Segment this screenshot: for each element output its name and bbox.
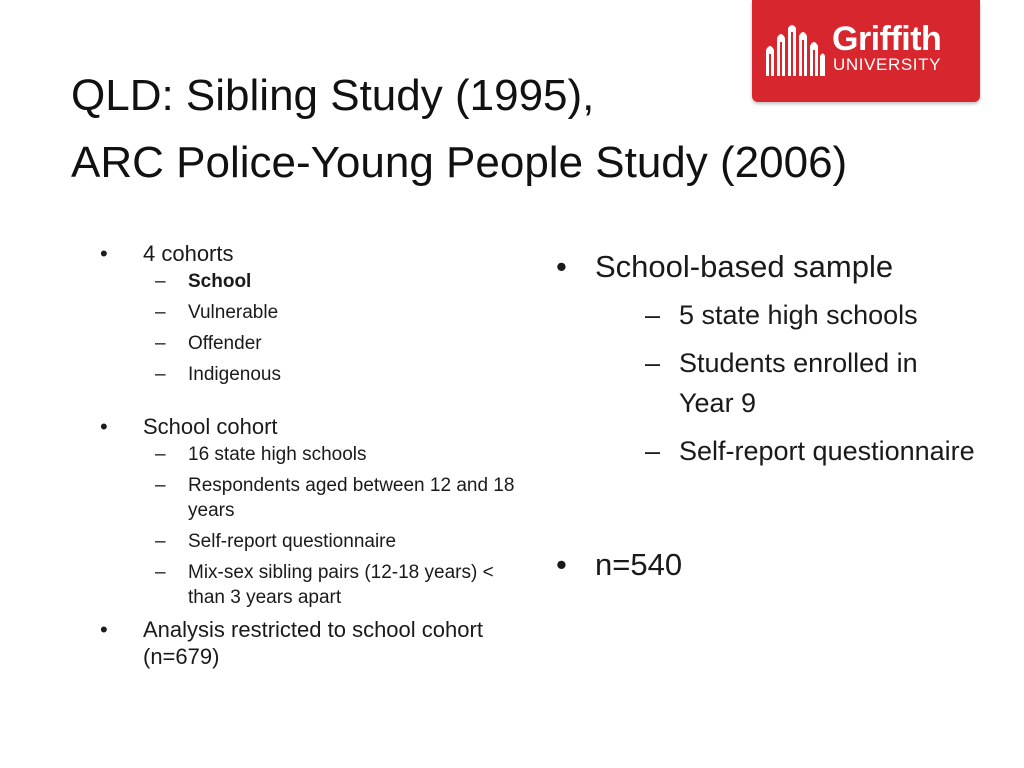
bullet-dot: • bbox=[556, 249, 567, 284]
list-item: – Self-report questionnaire bbox=[155, 531, 397, 552]
logo-name: Griffith bbox=[832, 20, 942, 58]
list-item: – Self-report questionnaire bbox=[645, 436, 975, 466]
school-cohort-list bbox=[143, 442, 520, 610]
bullet-label: School-based sample bbox=[595, 249, 894, 284]
bullet-dot: • bbox=[100, 617, 108, 642]
bullet-label: School cohort bbox=[143, 414, 278, 439]
list-item: – Mix-sex sibling pairs (12-18 years) < than 3 years apart bbox=[155, 562, 494, 608]
bullet-dot: • bbox=[556, 547, 567, 582]
bullet-dot: • bbox=[100, 414, 108, 439]
list-item: – Indigenous bbox=[155, 364, 281, 385]
bullet-label: Analysis restricted to school cohort (n=679) bbox=[143, 617, 483, 669]
list-item: – Respondents aged between 12 and 18 years bbox=[155, 475, 515, 521]
slide-title bbox=[71, 62, 951, 196]
cohort-list bbox=[143, 269, 520, 387]
bullet-cohorts bbox=[100, 240, 520, 387]
title-line-1: QLD: Sibling Study (1995), bbox=[71, 71, 595, 120]
bullet-label: 4 cohorts bbox=[143, 241, 234, 266]
right-column bbox=[556, 247, 976, 585]
list-item: – Vulnerable bbox=[155, 302, 279, 323]
logo-subtitle: UNIVERSITY bbox=[833, 55, 942, 74]
list-item: – Offender bbox=[155, 333, 262, 354]
list-item: – School bbox=[155, 271, 252, 292]
bullet-dot: • bbox=[100, 241, 108, 266]
bullet-analysis bbox=[100, 616, 520, 670]
bullet-school-cohort bbox=[100, 413, 520, 610]
list-item: – Students enrolled in Year 9 bbox=[645, 348, 918, 418]
list-item: – 5 state high schools bbox=[645, 300, 918, 330]
bullet-school-sample bbox=[556, 247, 976, 471]
title-line-2: ARC Police-Young People Study (2006) bbox=[71, 138, 848, 187]
sample-list bbox=[595, 295, 976, 471]
bullet-sample-size bbox=[556, 545, 976, 585]
bullet-label: n=540 bbox=[595, 547, 683, 582]
left-column bbox=[100, 240, 520, 670]
list-item: – 16 state high schools bbox=[155, 444, 367, 465]
